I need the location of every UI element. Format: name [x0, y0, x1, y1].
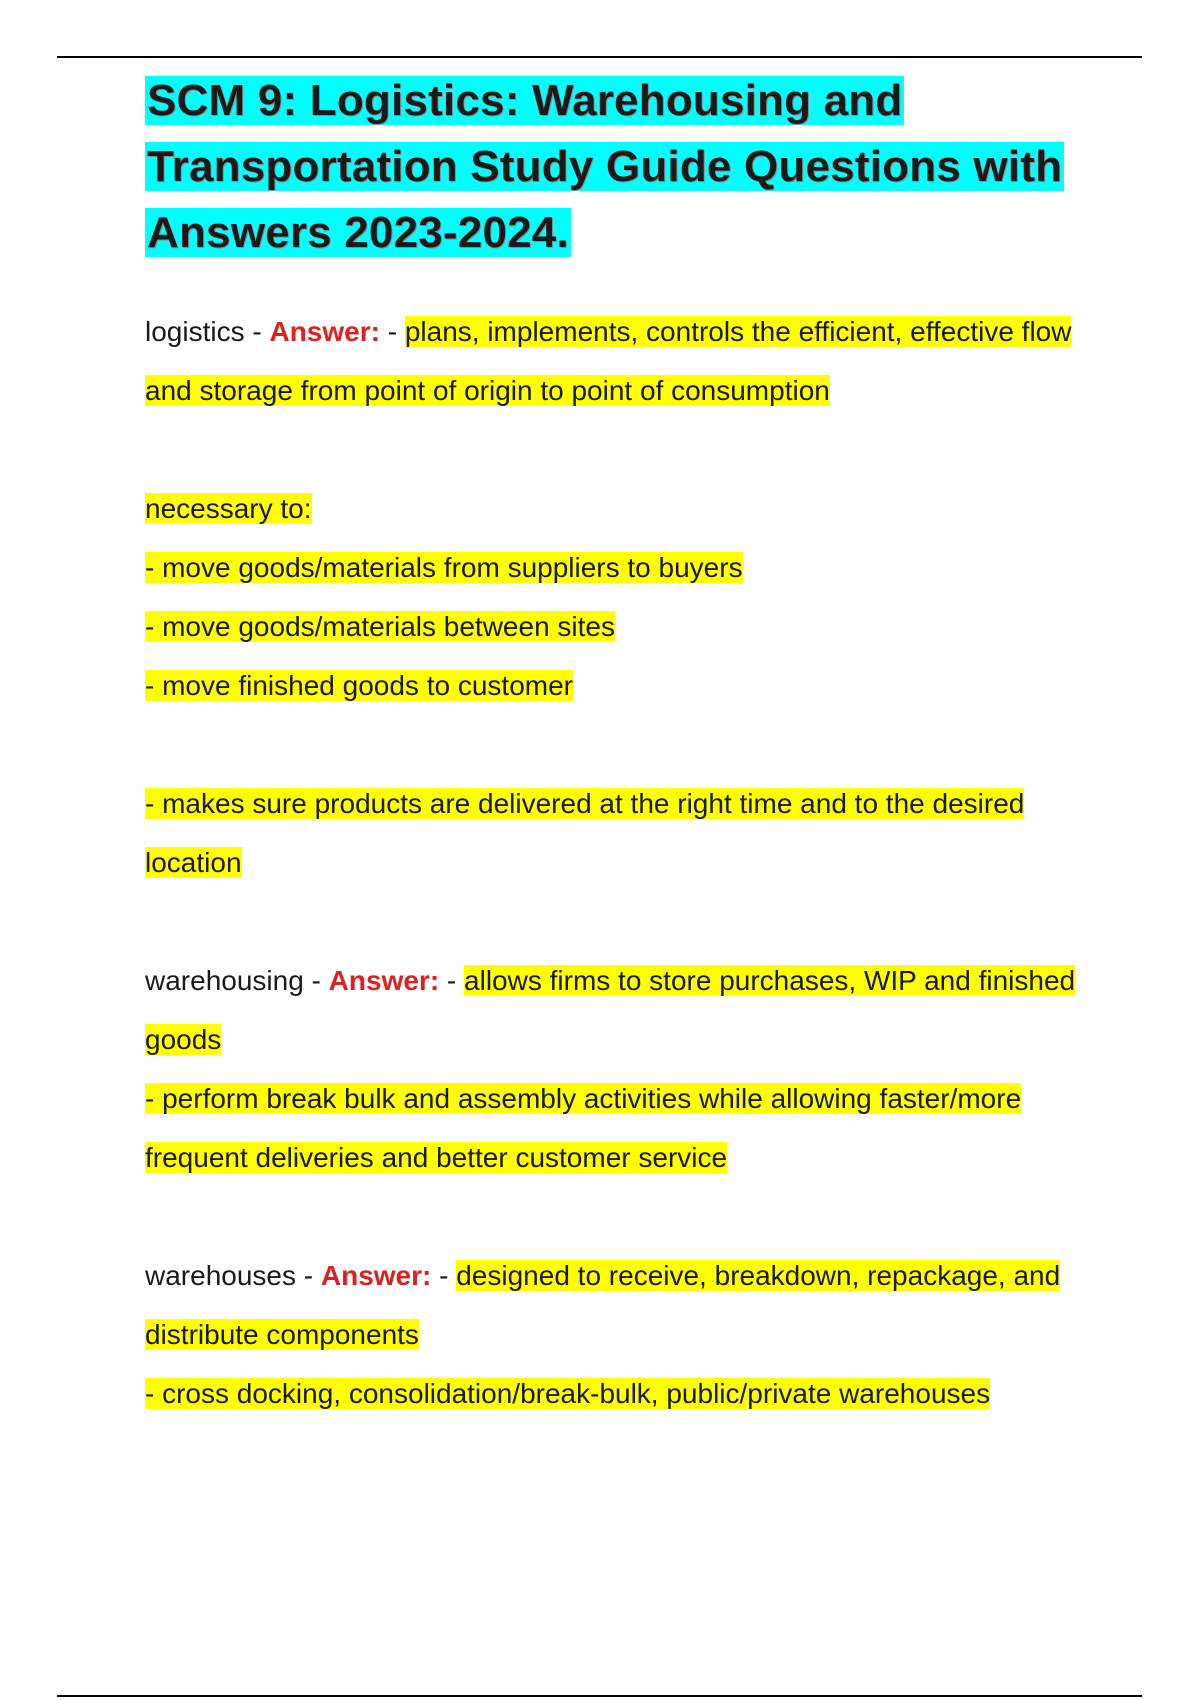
- list-item: - move finished goods to customer: [145, 670, 573, 701]
- list-item: - move goods/materials between sites: [145, 611, 615, 642]
- answer-text: allows firms to store purchases, WIP and finished goods: [145, 965, 1076, 1055]
- entry-warehousing: [145, 951, 1095, 1187]
- answer-label: Answer:: [269, 316, 380, 347]
- entry-term: warehouses: [145, 1260, 296, 1291]
- separator: -: [431, 1260, 457, 1291]
- answer-extra: - cross docking, consolidation/break-bulk, public/private warehouses: [145, 1378, 991, 1409]
- entry-warehouses: [145, 1246, 1095, 1423]
- entry-first-line: [145, 1246, 1095, 1364]
- list-item: - move goods/materials from suppliers to buyers: [145, 552, 743, 583]
- bottom-rule: [57, 1695, 1142, 1697]
- separator: -: [379, 316, 405, 347]
- top-rule: [57, 56, 1142, 58]
- separator: -: [244, 316, 270, 347]
- separator: -: [295, 1260, 321, 1291]
- entry-term: warehousing: [145, 965, 304, 996]
- answer-text: plans, implements, controls the efficient, effective flow and storage from point of origin to point of consumption: [145, 316, 1072, 406]
- necessary-heading: necessary to:: [145, 493, 312, 524]
- separator: -: [303, 965, 329, 996]
- entry-first-line: [145, 951, 1095, 1069]
- answer-extra: - perform break bulk and assembly activities while allowing faster/more frequent deliveries and better customer service: [145, 1083, 1022, 1173]
- answer-label: Answer:: [320, 1260, 432, 1291]
- answer-text: designed to receive, breakdown, repackage, and distribute components: [145, 1260, 1061, 1350]
- title-text: SCM 9: Logistics: Warehousing and Transportation Study Guide Questions with Answers 2023-2024.: [147, 76, 1063, 257]
- answer-label: Answer:: [328, 965, 440, 996]
- entry-term: logistics: [145, 316, 245, 347]
- entry-logistics: [145, 302, 1095, 892]
- document-title: [145, 68, 1095, 266]
- document-body: [145, 68, 1095, 1423]
- entry-first-line: [145, 302, 1095, 420]
- separator: -: [439, 965, 465, 996]
- answer-extra: - makes sure products are delivered at the right time and to the desired location: [145, 788, 1025, 878]
